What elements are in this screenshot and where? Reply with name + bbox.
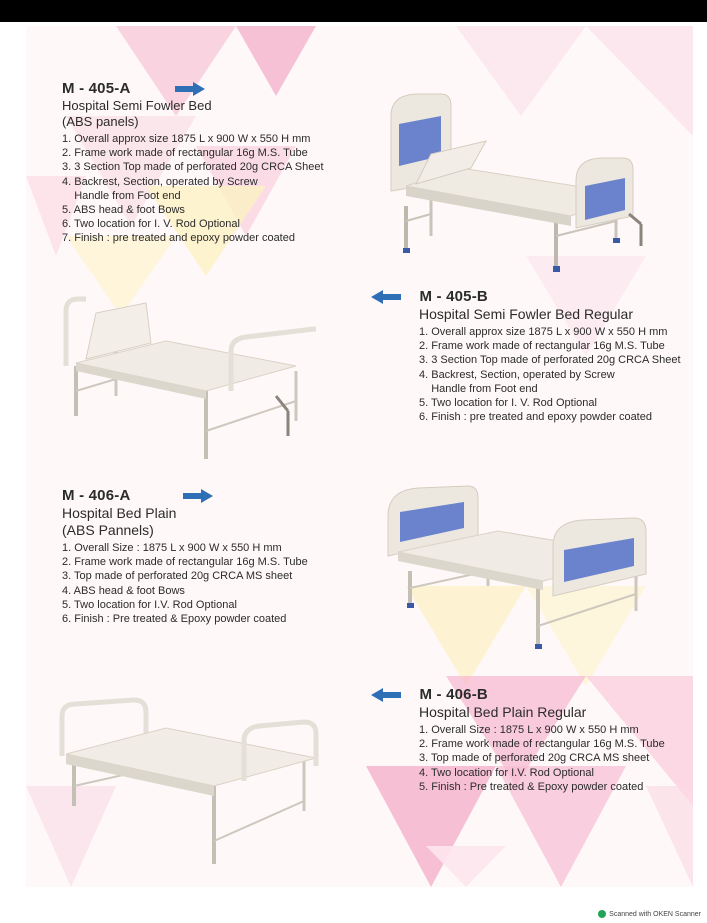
bed-image-m405b: [56, 271, 316, 466]
catalog-page: [26, 26, 693, 887]
product-title: Hospital Semi Fowler Bed Regular: [419, 306, 633, 322]
product-m406b: [371, 686, 691, 794]
spec-item: 3. 3 Section Top made of perforated 20g CRCA Sheet: [419, 354, 681, 367]
spec-item: 6. Two location for I. V. Rod Optional: [62, 218, 240, 231]
spec-list: [62, 132, 372, 246]
spec-item: 2. Frame work made of rectangular 16g M.S. Tube: [62, 147, 308, 160]
arrow-left-icon: [371, 688, 401, 702]
spec-list: [419, 723, 691, 794]
spec-item: 4. Backrest, Section, operated by Screw: [62, 175, 258, 188]
arrow-right-icon: [175, 82, 205, 96]
scanner-watermark: [598, 910, 701, 918]
spec-item: 4. Backrest, Section, operated by Screw: [419, 368, 615, 381]
spec-item: 5. Two location for I.V. Rod Optional: [62, 598, 237, 611]
bed-image-m406b: [54, 686, 334, 871]
spec-item: 2. Frame work made of rectangular 16g M.S. Tube: [419, 340, 665, 353]
scanner-watermark-text: Scanned with OKEN Scanner: [609, 910, 701, 918]
spec-item: 1. Overall Size : 1875 L x 900 W x 550 H mm: [62, 542, 282, 554]
spec-item: Handle from Foot end: [62, 189, 181, 202]
spec-item: 7. Finish : pre treated and epoxy powder coated: [62, 232, 295, 245]
product-code: M - 406-A: [62, 487, 131, 505]
spec-item: 6. Finish : pre treated and epoxy powder coated: [419, 411, 652, 424]
spec-item: 5. Two location for I. V. Rod Optional: [419, 397, 597, 410]
product-subtitle: (ABS Pannels): [62, 522, 154, 538]
product-m405b: [371, 288, 691, 424]
product-code: M - 406-B: [419, 686, 488, 704]
spec-item: 6. Finish : Pre treated & Epoxy powder coated: [62, 613, 287, 626]
spec-item: 4. ABS head & foot Bows: [62, 584, 185, 597]
spec-item: 1. Overall Size : 1875 L x 900 W x 550 H mm: [419, 724, 639, 736]
product-code: M - 405-A: [62, 80, 131, 98]
product-title: Hospital Bed Plain: [62, 505, 177, 521]
top-black-band: [0, 0, 707, 22]
spec-item: 3. Top made of perforated 20g CRCA MS sheet: [419, 752, 650, 765]
bed-image-m405a: [371, 86, 651, 276]
product-m405a: [62, 80, 372, 246]
bed-image-m406a: [378, 476, 658, 656]
spec-item: Handle from Foot end: [419, 382, 538, 395]
product-title: Hospital Bed Plain Regular: [419, 704, 587, 720]
spec-item: 3. Top made of perforated 20g CRCA MS sheet: [62, 570, 293, 583]
spec-item: 1. Overall approx size 1875 L x 900 W x 550 H mm: [62, 133, 311, 145]
spec-item: 2. Frame work made of rectangular 16g M.S. Tube: [419, 738, 665, 751]
spec-list: [419, 325, 691, 424]
spec-item: 4. Two location for I.V. Rod Optional: [419, 766, 594, 779]
product-m406a: [62, 487, 382, 626]
spec-list: [62, 541, 382, 626]
scanner-logo-icon: [598, 910, 606, 918]
spec-item: 1. Overall approx size 1875 L x 900 W x 550 H mm: [419, 326, 668, 338]
product-subtitle: (ABS panels): [62, 114, 139, 129]
spec-item: 3. 3 Section Top made of perforated 20g CRCA Sheet: [62, 161, 324, 174]
arrow-right-icon: [183, 489, 213, 503]
product-code: M - 405-B: [419, 288, 488, 306]
spec-item: 2. Frame work made of rectangular 16g M.S. Tube: [62, 556, 308, 569]
arrow-left-icon: [371, 290, 401, 304]
spec-item: 5. ABS head & foot Bows: [62, 204, 185, 217]
spec-item: 5. Finish : Pre treated & Epoxy powder coated: [419, 780, 644, 793]
product-title: Hospital Semi Fowler Bed: [62, 98, 212, 113]
